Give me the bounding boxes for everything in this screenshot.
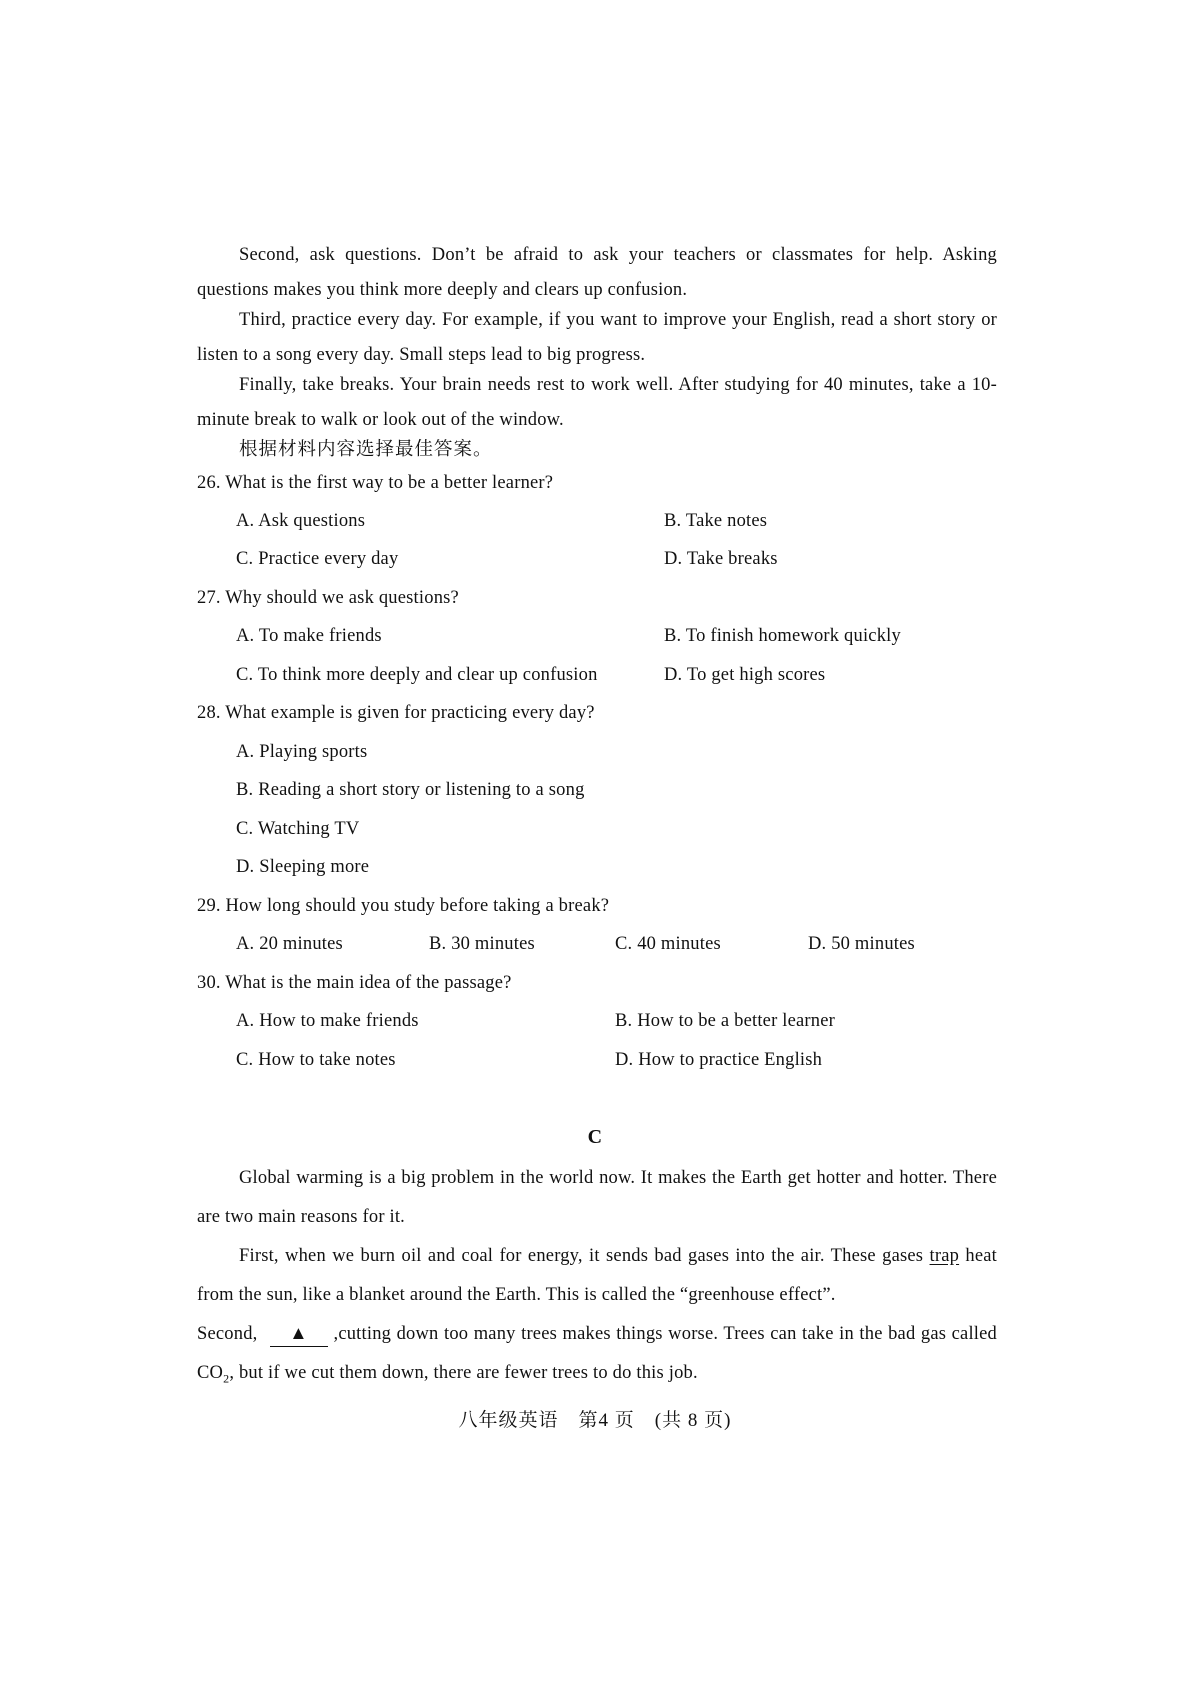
- p2-start-text: First, when we burn oil and coal for energy, it sends bad gases into the air. These gases: [239, 1246, 924, 1266]
- q26-option-a: A. Ask questions: [236, 511, 366, 531]
- q30-option-c: C. How to take notes: [236, 1050, 396, 1070]
- p2-rest-text: heat from the sun, like a blanket around the Earth. This is called the “greenhouse effect”.: [197, 1246, 998, 1305]
- question-29-stem: 29. How long should you study before taking a break?: [197, 896, 610, 916]
- q28-option-a: A. Playing sports: [236, 742, 368, 762]
- section-c-heading: C: [587, 1126, 603, 1148]
- q29-option-c: C. 40 minutes: [615, 934, 721, 954]
- q26-option-d: D. Take breaks: [664, 549, 778, 569]
- answer-blank[interactable]: [270, 1322, 328, 1347]
- question-26-stem: 26. What is the first way to be a better learner?: [197, 473, 554, 493]
- instruction-text: 根据材料内容选择最佳答案。: [239, 440, 493, 460]
- paragraph-finally: Finally, take breaks. Your brain needs rest to work well. After studying for 40 minutes, take a 10-minute break to walk or look out of the window.: [197, 375, 997, 430]
- q27-option-d: D. To get high scores: [664, 665, 826, 685]
- q28-option-b: B. Reading a short story or listening to a song: [236, 780, 585, 800]
- q27-option-b: B. To finish homework quickly: [664, 626, 901, 646]
- question-30-stem: 30. What is the main idea of the passage?: [197, 973, 512, 993]
- p3-rest-text: ,cutting down too many trees makes things worse. Trees can take in the bad gas called CO: [197, 1324, 997, 1383]
- question-27-stem: 27. Why should we ask questions?: [197, 588, 459, 608]
- q29-option-b: B. 30 minutes: [429, 934, 535, 954]
- question-28-stem: 28. What example is given for practicing every day?: [197, 703, 595, 723]
- q30-option-b: B. How to be a better learner: [615, 1011, 836, 1031]
- q30-option-a: A. How to make friends: [236, 1011, 419, 1031]
- q26-option-c: C. Practice every day: [236, 549, 399, 569]
- paragraph-third: Third, practice every day. For example, if you want to improve your English, read a short story or listen to a song every day. Small steps lead to big progress.: [197, 310, 997, 365]
- section-c-paragraph-2: [197, 1237, 997, 1315]
- blank-triangle-icon: ▲: [289, 1324, 308, 1344]
- page-footer: 八年级英语 第4 页 (共 8 页): [458, 1410, 732, 1431]
- paragraph-second: Second, ask questions. Don’t be afraid to ask your teachers or classmates for help. Asking questions makes you think more deeply and clears up confusion.: [197, 245, 997, 300]
- q28-option-d: D. Sleeping more: [236, 857, 370, 877]
- q29-option-d: D. 50 minutes: [808, 934, 915, 954]
- p3-end-text: , but if we cut them down, there are fewer trees to do this job.: [229, 1363, 698, 1383]
- q27-option-a: A. To make friends: [236, 626, 382, 646]
- q26-option-b: B. Take notes: [664, 511, 768, 531]
- co2-subscript: 2: [223, 1371, 230, 1386]
- q29-option-a: A. 20 minutes: [236, 934, 343, 954]
- q28-option-c: C. Watching TV: [236, 819, 360, 839]
- section-c-paragraph-1: Global warming is a big problem in the world now. It makes the Earth get hotter and hotter. There are two main reasons for it.: [197, 1168, 997, 1227]
- q30-option-d: D. How to practice English: [615, 1050, 823, 1070]
- q27-option-c: C. To think more deeply and clear up confusion: [236, 665, 598, 685]
- section-c-paragraph-3: [197, 1315, 997, 1399]
- p3-second-text: Second,: [197, 1324, 258, 1344]
- underlined-word-trap: trap: [929, 1246, 960, 1266]
